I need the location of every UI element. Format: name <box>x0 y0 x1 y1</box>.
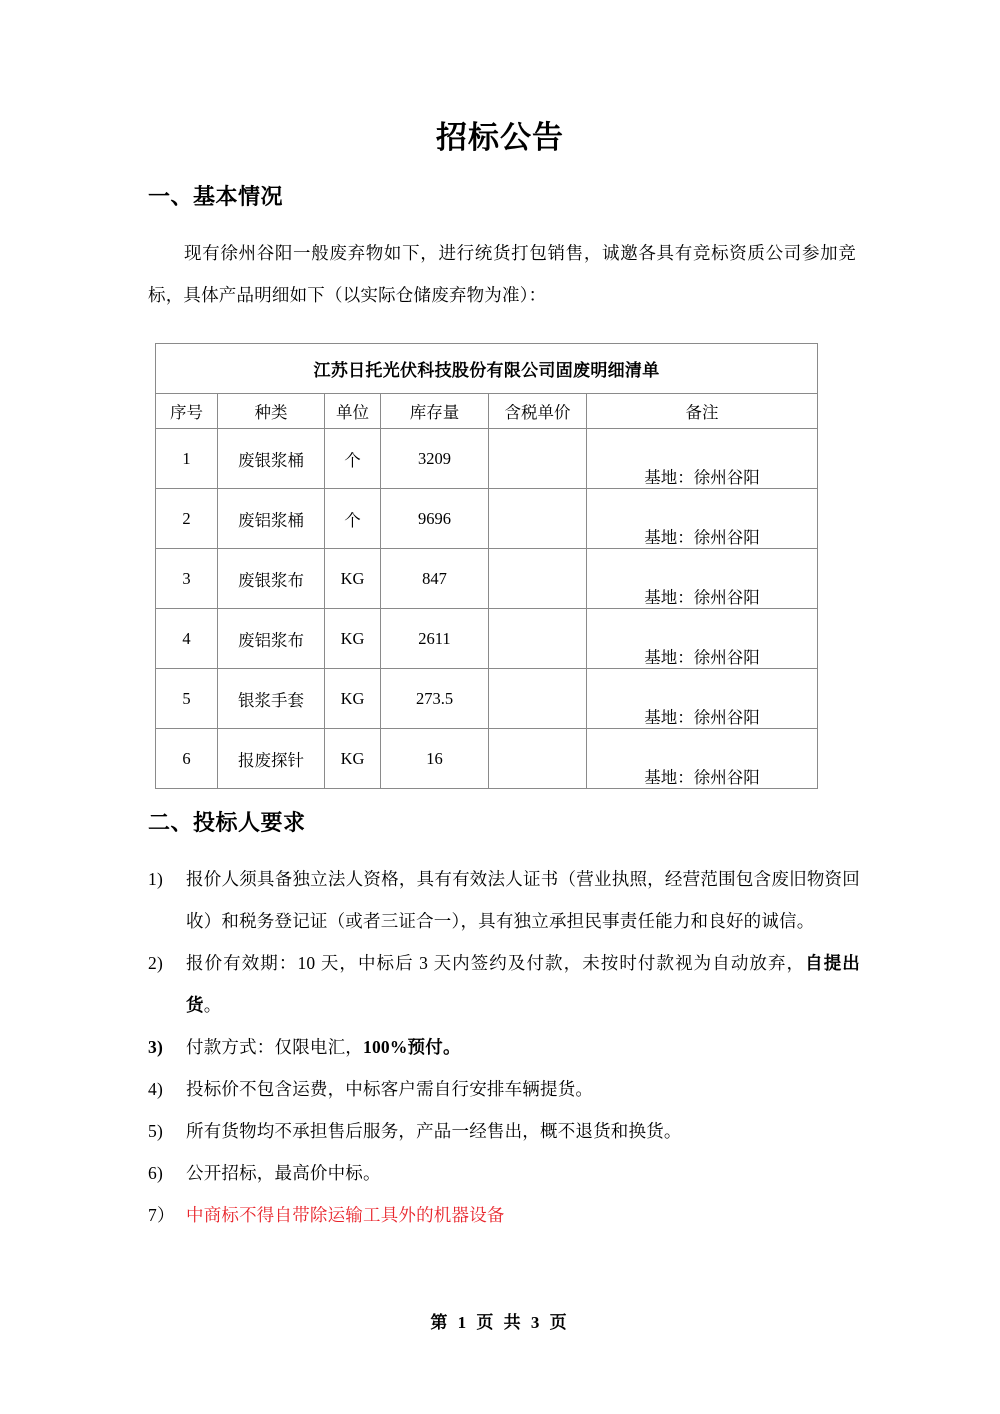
table-row <box>156 549 818 609</box>
list-item-text: 报价有效期：10 天，中标后 3 天内签约及付款，未按时付款视为自动放弃，自提出货。 <box>186 953 860 1015</box>
column-header-kind: 种类 <box>218 394 325 429</box>
cell-no: 5 <box>156 669 218 729</box>
cell-stock: 273.5 <box>381 669 489 729</box>
section-heading-bidder-requirements: 二、投标人要求 <box>148 810 306 835</box>
cell-remark: 基地：徐州谷阳 <box>587 429 818 489</box>
table-title-row <box>156 344 818 394</box>
list-item-text: 投标价不包含运费，中标客户需自行安排车辆提货。 <box>186 1079 594 1099</box>
cell-stock: 2611 <box>381 609 489 669</box>
list-item-text: 所有货物均不承担售后服务，产品一经售出，概不退货和换货。 <box>186 1121 682 1141</box>
cell-unit: KG <box>325 549 381 609</box>
table-title: 江苏日托光伏科技股份有限公司固废明细清单 <box>156 344 818 394</box>
cell-price <box>489 609 587 669</box>
list-item-text: 中商标不得自带除运输工具外的机器设备 <box>186 1205 505 1225</box>
list-marker: 6) <box>148 1163 163 1183</box>
table-row <box>156 669 818 729</box>
list-item <box>148 1152 860 1194</box>
cell-remark: 基地：徐州谷阳 <box>587 729 818 789</box>
list-item-text: 付款方式：仅限电汇，100%预付。 <box>186 1037 461 1057</box>
page-footer: 第 1 页 共 3 页 <box>430 1313 570 1332</box>
intro-paragraph: 现有徐州谷阳一般废弃物如下，进行统货打包销售，诚邀各具有竞标资质公司参加竞标，具体产品明细如下（以实际仓储废弃物为准）： <box>148 243 856 305</box>
cell-stock: 3209 <box>381 429 489 489</box>
cell-unit: KG <box>325 729 381 789</box>
table-row <box>156 729 818 789</box>
table-body <box>156 344 818 789</box>
cell-remark: 基地：徐州谷阳 <box>587 669 818 729</box>
cell-price <box>489 729 587 789</box>
section-heading-basic-info: 一、基本情况 <box>148 184 284 209</box>
table-row <box>156 609 818 669</box>
cell-remark: 基地：徐州谷阳 <box>587 609 818 669</box>
list-marker: 5) <box>148 1121 163 1141</box>
cell-kind: 废银浆布 <box>218 549 325 609</box>
cell-remark: 基地：徐州谷阳 <box>587 549 818 609</box>
list-item <box>148 1026 860 1068</box>
list-item <box>148 858 860 942</box>
list-item <box>148 1110 860 1152</box>
cell-no: 1 <box>156 429 218 489</box>
list-marker: 1) <box>148 869 163 889</box>
list-item-text: 公开招标，最高价中标。 <box>186 1163 381 1183</box>
list-marker: 3) <box>148 1037 163 1057</box>
cell-price <box>489 489 587 549</box>
column-header-price: 含税单价 <box>489 394 587 429</box>
page-title: 招标公告 <box>436 120 564 155</box>
cell-kind: 废铝浆布 <box>218 609 325 669</box>
table-row <box>156 429 818 489</box>
cell-unit: KG <box>325 669 381 729</box>
cell-kind: 废银浆桶 <box>218 429 325 489</box>
cell-price <box>489 549 587 609</box>
cell-no: 2 <box>156 489 218 549</box>
requirements-list <box>148 858 860 1236</box>
column-header-unit: 单位 <box>325 394 381 429</box>
cell-price <box>489 429 587 489</box>
cell-stock: 16 <box>381 729 489 789</box>
list-marker: 4) <box>148 1079 163 1099</box>
cell-kind: 废铝浆桶 <box>218 489 325 549</box>
cell-kind: 报废探针 <box>218 729 325 789</box>
list-item <box>148 1194 860 1236</box>
list-item <box>148 1068 860 1110</box>
cell-no: 4 <box>156 609 218 669</box>
cell-no: 6 <box>156 729 218 789</box>
table-header-row <box>156 394 818 429</box>
table-row <box>156 489 818 549</box>
cell-price <box>489 669 587 729</box>
cell-unit: KG <box>325 609 381 669</box>
cell-no: 3 <box>156 549 218 609</box>
column-header-stock: 库存量 <box>381 394 489 429</box>
list-item <box>148 942 860 1026</box>
list-marker: 2) <box>148 953 163 973</box>
cell-remark: 基地：徐州谷阳 <box>587 489 818 549</box>
list-item-text: 报价人须具备独立法人资格，具有有效法人证书（营业执照，经营范围包含废旧物资回收）和税务登记证（或者三证合一），具有独立承担民事责任能力和良好的诚信。 <box>186 869 860 931</box>
cell-stock: 9696 <box>381 489 489 549</box>
column-header-no: 序号 <box>156 394 218 429</box>
list-marker: 7） <box>148 1205 175 1225</box>
waste-inventory-table <box>155 343 818 789</box>
column-header-remark: 备注 <box>587 394 818 429</box>
cell-kind: 银浆手套 <box>218 669 325 729</box>
cell-stock: 847 <box>381 549 489 609</box>
cell-unit: 个 <box>325 429 381 489</box>
cell-unit: 个 <box>325 489 381 549</box>
